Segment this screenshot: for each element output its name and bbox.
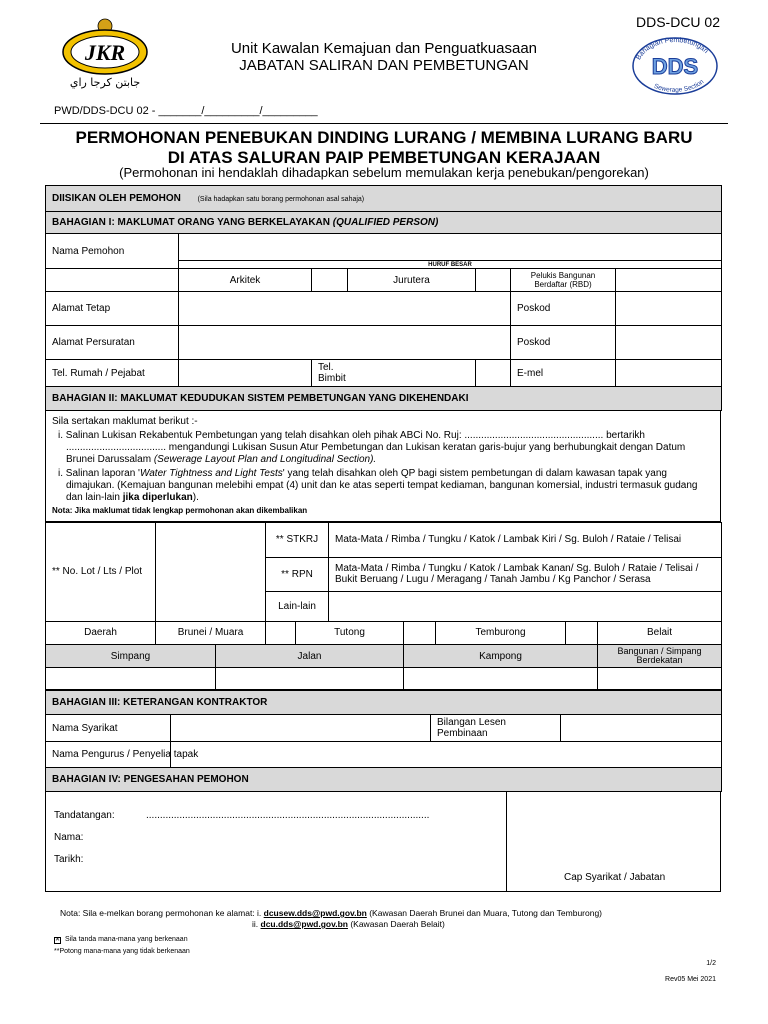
nama-pengurus-label: Nama Pengurus / Penyelia tapak: [46, 742, 171, 768]
poskod-label-2: Poskod: [511, 326, 541, 360]
email-link-1[interactable]: dcusew.dds@pwd.gov.bn: [263, 908, 367, 918]
section3-heading: BAHAGIAN III: KETERANGAN KONTRAKTOR: [46, 691, 722, 715]
section2-intro: Sila sertakan maklumat berikut :-: [52, 416, 198, 427]
section1-heading: BAHAGIAN I: MAKLUMAT ORANG YANG BERKELAYAKAN (QUALIFIED PERSON): [46, 212, 722, 234]
page-number: 1/2: [706, 960, 716, 967]
bilangan-lesen-label: Bilangan Lesen Pembinaan: [431, 715, 561, 742]
nama-pemohon-field[interactable]: [179, 234, 722, 261]
section2-note: Nota: Jika maklumat tidak lengkap permohonan akan dikembalikan: [52, 506, 308, 515]
jurutera-checkbox[interactable]: [476, 269, 511, 292]
section4-heading: BAHAGIAN IV: PENGESAHAN PEMOHON: [46, 768, 722, 792]
section1-table: [45, 185, 722, 411]
footer-email-note: Nota: Sila e-melkan borang permohonan ke alamat: i. dcusew.dds@pwd.gov.bn (Kawasan Daerah Brunei dan Muara, Tutong dan Temburong): [60, 908, 603, 918]
stkrj-label: ** STKRJ: [266, 522, 329, 557]
cap-label: Cap Syarikat / Jabatan: [564, 872, 666, 884]
footer-email-note-2: ii. dcu.dds@pwd.gov.bn (Kawasan Daerah Belait): [252, 919, 445, 929]
tick-note: ✕ Sila tanda mana-mana yang berkenaan: [55, 936, 188, 943]
nama-label: Nama:: [54, 832, 84, 844]
jalan-label: Jalan: [216, 644, 404, 668]
section2-instructions: [45, 411, 721, 522]
simpang-label: Simpang: [46, 644, 216, 668]
bangunan-field[interactable]: [598, 668, 722, 690]
tel-bimbit-field[interactable]: [476, 360, 511, 387]
tel-rumah-label: Tel. Rumah / Pejabat: [46, 360, 179, 387]
section2-item1: i. Salinan Lukisan Rekabentuk Pembetungan yang telah disahkan oleh pihak ABCi No. Ruj: .................................................. bertarikh .................................... mengandungi Lukisan Susun Atur Pembetungan dan Lukisan keratan garis-bujur yang berhubungkait dengan Datum Brunei Darussalam (Sewerage Layout Plan and Longitudinal Section).: [58, 430, 686, 465]
reference-number: PWD/DDS-DCU 02 - _______/_________/_________: [54, 105, 318, 117]
rpn-label: ** RPN: [266, 557, 329, 591]
temburong-checkbox[interactable]: [566, 621, 598, 644]
signature-divider: [506, 792, 507, 891]
form-title-line2: DI ATAS SALURAN PAIP PEMBETUNGAN KERAJAAN: [167, 148, 601, 167]
daerah-label: Daerah: [46, 621, 156, 644]
org-department: JABATAN SALIRAN DAN PEMBETUNGAN: [239, 57, 529, 74]
tandatangan-label: Tandatangan:: [54, 810, 115, 822]
tutong-label: Tutong: [296, 621, 404, 644]
dds-arc-bottom: Sewerage Section: [652, 78, 706, 94]
tarikh-label: Tarikh:: [54, 854, 84, 866]
emel-label: E-mel: [511, 360, 616, 387]
huruf-besar-note: HURUF BESAR: [179, 261, 722, 269]
tandatangan-field[interactable]: ......................................................................................................: [146, 810, 430, 822]
org-unit: Unit Kawalan Kemajuan dan Penguatkuasaan: [230, 40, 538, 57]
alamat-persuratan-label: Alamat Persuratan: [46, 326, 179, 360]
application-form: [45, 185, 721, 892]
signature-box: [45, 792, 721, 892]
jkr-logo-text: JKR: [84, 40, 126, 65]
alamat-tetap-field[interactable]: [179, 292, 511, 326]
tel-rumah-field[interactable]: [179, 360, 312, 387]
emel-field[interactable]: [616, 360, 722, 387]
form-subtitle: (Permohonan ini hendaklah dihadapkan sebelum memulakan kerja penebukan/pengorekan): [119, 165, 649, 180]
lain-lain-field[interactable]: [329, 591, 722, 621]
strike-note: **Potong mana-mana yang tidak berkenaan: [54, 948, 190, 955]
pelukis-checkbox[interactable]: [616, 269, 722, 292]
dds-arc-top: Bahagian Pembetungan: [635, 36, 710, 62]
section2-heading: BAHAGIAN II: MAKLUMAT KEDUDUKAN SISTEM PEMBETUNGAN YANG DIKEHENDAKI: [46, 387, 722, 411]
poskod-field[interactable]: [616, 292, 722, 326]
form-title-line1: PERMOHONAN PENEBUKAN DINDING LURANG / MEMBINA LURANG BARU: [75, 128, 693, 147]
nama-pengurus-field[interactable]: [171, 742, 722, 768]
brunei-muara-checkbox[interactable]: [266, 621, 296, 644]
jalan-field[interactable]: [216, 668, 404, 690]
poskod-field-2[interactable]: [616, 326, 722, 360]
tutong-checkbox[interactable]: [404, 621, 436, 644]
kampong-field[interactable]: [404, 668, 598, 690]
revision-label: Rev05 Mei 2021: [665, 976, 716, 983]
lain-lain-label: Lain-lain: [266, 591, 329, 621]
bilangan-lesen-field[interactable]: [561, 715, 722, 742]
temburong-label: Temburong: [436, 621, 566, 644]
belait-label: Belait: [598, 621, 722, 644]
rpn-options[interactable]: Mata-Mata / Rimba / Tungku / Katok / Lambak Kanan/ Sg. Buloh / Rataie / Telisai / Bukit Beruang / Lugu / Meragang / Tanah Jambu / Kg Panchor / Serasa: [329, 557, 722, 591]
simpang-field[interactable]: [46, 668, 216, 690]
lot-label: ** No. Lot / Lts / Plot: [46, 522, 156, 621]
nama-syarikat-field[interactable]: [171, 715, 431, 742]
section2-item2: i. Salinan laporan 'Water Tightness and Light Tests' yang telah disahkan oleh QP bagi sistem pembetungan di dalam kawasan tapak yang dimajukan. (Kemajuan bangunan melebihi empat (4) unit dan ke atas seperti tempat kediaman, bangunan komersial, industri termasuk gudang dan lain-lain jika diperlukan).: [58, 468, 698, 503]
section2-location-table: [45, 522, 722, 691]
nama-pemohon-label: Nama Pemohon: [46, 234, 179, 269]
email-link-2[interactable]: dcu.dds@pwd.gov.bn: [260, 919, 348, 929]
alamat-persuratan-field[interactable]: [179, 326, 511, 360]
arkitek-label: Arkitek: [179, 269, 312, 292]
stkrj-options[interactable]: Mata-Mata / Rimba / Tungku / Katok / Lambak Kiri / Sg. Buloh / Rataie / Telisai: [329, 522, 722, 557]
bangunan-label: Bangunan / Simpang Berdekatan: [598, 644, 722, 668]
section3-table: [45, 690, 722, 792]
document-code: DDS-DCU 02: [635, 14, 720, 30]
brunei-muara-label: Brunei / Muara: [156, 621, 266, 644]
applicant-heading: DIISIKAN OLEH PEMOHON (Sila hadapkan satu borang permohonan asal sahaja): [46, 186, 722, 212]
jurutera-label: Jurutera: [348, 269, 476, 292]
arkitek-checkbox[interactable]: [312, 269, 348, 292]
header-divider: [40, 123, 728, 124]
alamat-tetap-label: Alamat Tetap: [46, 292, 179, 326]
svg-text:جابتن كرجا راي: جابتن كرجا راي: [69, 76, 141, 89]
tel-bimbit-label: Tel. Bimbit: [312, 360, 348, 387]
checkbox-icon: ✕: [55, 937, 61, 943]
lot-field[interactable]: [156, 522, 266, 621]
kampong-label: Kampong: [404, 644, 598, 668]
pelukis-label: Pelukis Bangunan Berdaftar (RBD): [511, 269, 616, 292]
nama-syarikat-label: Nama Syarikat: [46, 715, 171, 742]
poskod-label: Poskod: [511, 292, 541, 326]
dds-logo-text: DDS: [651, 54, 699, 79]
